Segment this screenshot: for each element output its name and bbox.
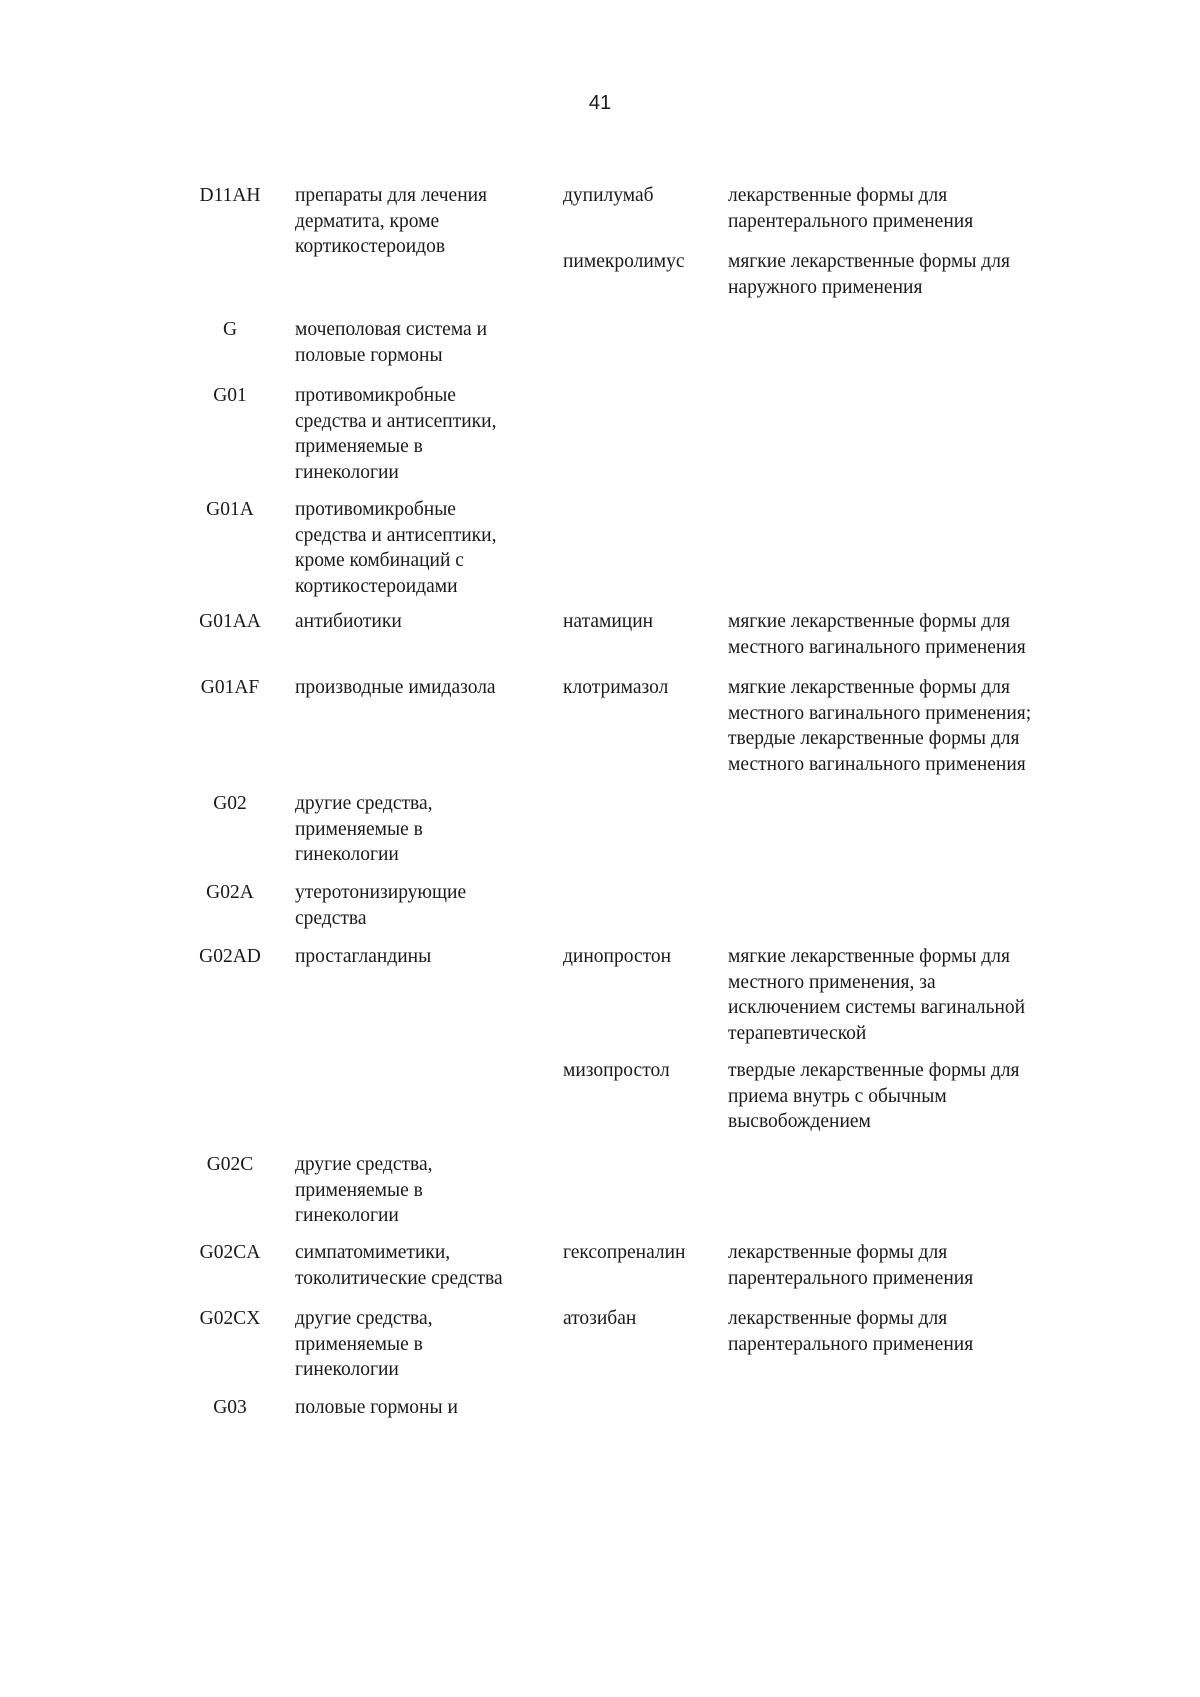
atc-code: D11AH bbox=[199, 185, 261, 206]
dosage-form-line: твердые лекарственные формы для bbox=[728, 728, 1020, 749]
anatomical-therapeutic-group bbox=[295, 497, 550, 599]
dosage-form-line: мягкие лекарственные формы для bbox=[728, 946, 1010, 967]
group-line: дерматита, кроме bbox=[295, 210, 440, 232]
group-line: гинекологии bbox=[295, 1359, 399, 1380]
group-line: гинекологии bbox=[295, 844, 399, 865]
dosage-form-line: твердые лекарственные формы для bbox=[728, 1060, 1020, 1081]
atc-code: G bbox=[222, 319, 238, 340]
dosage-form-line: лекарственные формы для bbox=[728, 1242, 948, 1263]
atc-code: G02CA bbox=[199, 1242, 261, 1263]
atc-code: G02C bbox=[206, 1154, 254, 1175]
dosage-form-line: исключением системы вагинальной bbox=[728, 997, 1026, 1018]
anatomical-therapeutic-group bbox=[295, 944, 550, 970]
group-line: токолитические средства bbox=[295, 1267, 503, 1289]
group-line: применяемые в bbox=[295, 1179, 423, 1201]
atc-code: G02CX bbox=[199, 1308, 261, 1329]
atc-code: G02AD bbox=[199, 946, 261, 967]
anatomical-therapeutic-group bbox=[295, 1395, 550, 1421]
drug-name: мизопростол bbox=[563, 1060, 670, 1081]
group-line: гинекологии bbox=[295, 1205, 399, 1226]
atc-code: G03 bbox=[213, 1397, 247, 1418]
dosage-form-line: лекарственные формы для bbox=[728, 1308, 948, 1329]
group-line: другие средства, bbox=[295, 1154, 433, 1175]
drug-name: клотримазол bbox=[563, 677, 669, 698]
dosage-form-line: высвобождением bbox=[728, 1111, 871, 1132]
group-line: утеротонизирующие bbox=[295, 882, 467, 903]
group-line: противомикробные bbox=[295, 499, 456, 520]
group-line: кортикостероидов bbox=[295, 236, 446, 257]
dosage-form bbox=[728, 1306, 1108, 1357]
dosage-form bbox=[728, 1240, 1108, 1291]
group-line: средства bbox=[295, 907, 367, 929]
anatomical-therapeutic-group bbox=[295, 791, 550, 868]
atc-code: G01A bbox=[206, 499, 254, 520]
group-line: другие средства, bbox=[295, 1308, 433, 1329]
dosage-form-line: местного вагинального применения bbox=[728, 636, 1026, 658]
dosage-form bbox=[728, 1058, 1108, 1135]
group-line: препараты для лечения bbox=[295, 185, 488, 206]
dosage-form-line: парентерального применения bbox=[728, 210, 974, 232]
group-line: средства и антисептики, bbox=[295, 524, 497, 546]
group-line: симпатомиметики, bbox=[295, 1242, 451, 1263]
dosage-form-line: наружного применения bbox=[728, 276, 923, 298]
drug-name: гексопреналин bbox=[563, 1242, 686, 1263]
atc-code: G01AA bbox=[199, 611, 261, 632]
group-line: применяемые в bbox=[295, 1333, 423, 1355]
group-line: средства и антисептики, bbox=[295, 410, 497, 432]
dosage-form bbox=[728, 609, 1108, 660]
dosage-form-line: парентерального применения bbox=[728, 1267, 974, 1289]
drug-name: динопростон bbox=[563, 946, 672, 967]
dosage-form bbox=[728, 249, 1108, 300]
dosage-form-line: приема внутрь с обычным bbox=[728, 1085, 947, 1107]
group-line: кортикостероидами bbox=[295, 575, 458, 597]
atc-code: G01AF bbox=[200, 677, 260, 698]
group-line: другие средства, bbox=[295, 793, 433, 814]
anatomical-therapeutic-group bbox=[295, 1306, 550, 1383]
anatomical-therapeutic-group bbox=[295, 675, 550, 701]
dosage-form bbox=[728, 675, 1108, 777]
drug-name: дупилумаб bbox=[563, 185, 654, 206]
group-line: применяемые в bbox=[295, 436, 423, 457]
group-line: половые гормоны и bbox=[295, 1397, 458, 1418]
anatomical-therapeutic-group bbox=[295, 1240, 550, 1291]
dosage-form-line: лекарственные формы для bbox=[728, 185, 948, 206]
anatomical-therapeutic-group bbox=[295, 1152, 550, 1229]
group-line: применяемые в bbox=[295, 818, 423, 840]
anatomical-therapeutic-group bbox=[295, 880, 550, 931]
group-line: гинекологии bbox=[295, 461, 399, 483]
anatomical-therapeutic-group bbox=[295, 317, 550, 368]
drug-name: натамицин bbox=[563, 611, 654, 632]
dosage-form bbox=[728, 944, 1108, 1046]
dosage-form-line: местного применения, за bbox=[728, 971, 936, 993]
group-line: противомикробные bbox=[295, 385, 456, 406]
dosage-form-line: мягкие лекарственные формы для bbox=[728, 251, 1010, 272]
dosage-form-line: местного вагинального применения; bbox=[728, 702, 1032, 724]
group-line: кроме комбинаций с bbox=[295, 550, 464, 571]
page-number: 41 bbox=[588, 92, 612, 114]
drug-name: атозибан bbox=[563, 1308, 637, 1329]
group-line: антибиотики bbox=[295, 611, 402, 632]
group-line: производные имидазола bbox=[295, 677, 496, 698]
group-line: простагландины bbox=[295, 946, 432, 967]
group-line: половые гормоны bbox=[295, 344, 443, 366]
dosage-form-line: мягкие лекарственные формы для bbox=[728, 611, 1010, 632]
anatomical-therapeutic-group bbox=[295, 609, 550, 635]
atc-code: G01 bbox=[213, 385, 247, 406]
dosage-form-line: парентерального применения bbox=[728, 1333, 974, 1355]
anatomical-therapeutic-group bbox=[295, 183, 550, 260]
dosage-form-line: терапевтической bbox=[728, 1022, 867, 1044]
drug-name: пимекролимус bbox=[563, 251, 685, 272]
atc-code: G02 bbox=[213, 793, 247, 814]
dosage-form bbox=[728, 183, 1108, 234]
dosage-form-line: мягкие лекарственные формы для bbox=[728, 677, 1010, 698]
atc-code: G02A bbox=[206, 882, 254, 903]
group-line: мочеполовая система и bbox=[295, 319, 488, 340]
anatomical-therapeutic-group bbox=[295, 383, 550, 485]
dosage-form-line: местного вагинального применения bbox=[728, 753, 1026, 775]
